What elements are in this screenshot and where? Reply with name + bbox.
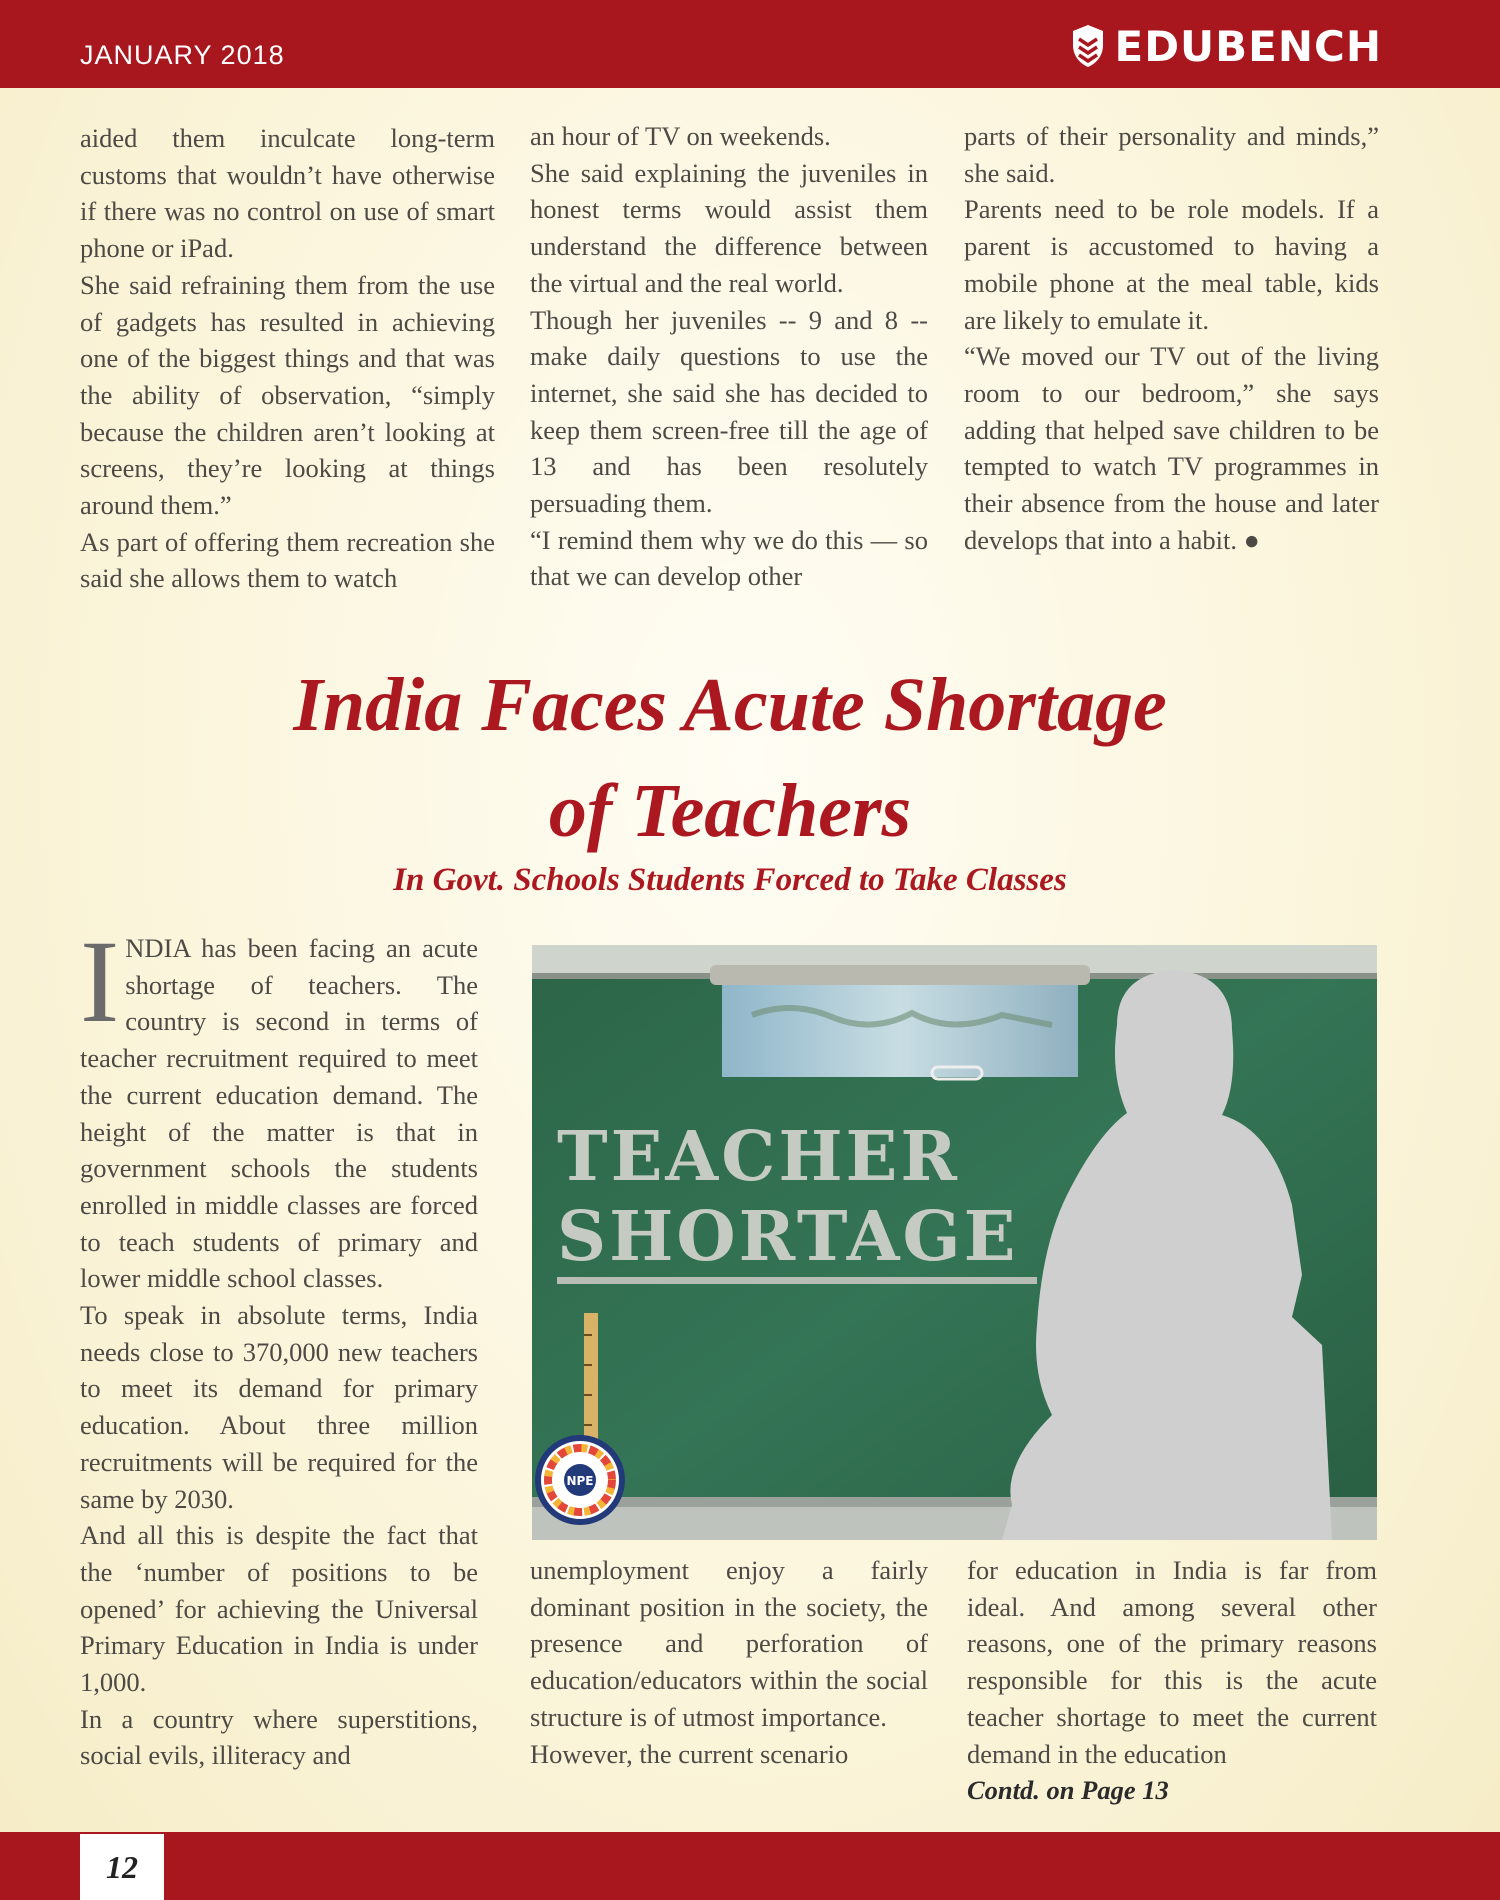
article-col-3 — [967, 1552, 1377, 1809]
paragraph: To speak in absolute terms, India needs close to 370,000 new teachers to meet its demand for primary education. About three million recruitments will be required for the same by 2030. — [80, 1300, 478, 1514]
board-text-shortage: SHORTAGE — [557, 1197, 1019, 1277]
paragraph: And all this is despite the fact that the ‘number of positions to be opened’ for achieving the Universal Primary Education in India is under 1,000. — [80, 1520, 478, 1698]
paragraph: She said refraining them from the use of gadgets has resulted in achieving one of the biggest things and that was the ability of observation, “simply because the children aren’t looking at screens, they’re looking at things around them.” — [80, 269, 495, 521]
continued-note: Contd. on Page 13 — [967, 1775, 1169, 1806]
paragraph: However, the current scenario — [530, 1738, 849, 1769]
paragraph: Though her juveniles -- 9 and 8 -- make daily questions to use the internet, she said she has decided to keep them screen-free till the age of 13 and has been resolutely persuading them. — [530, 304, 928, 519]
lead-paragraph — [80, 916, 478, 1297]
article-headline — [0, 652, 1460, 864]
teacher-shortage-photo — [532, 945, 1377, 1540]
npe-logo — [538, 1438, 622, 1522]
board-text-teacher: TEACHER — [557, 1117, 960, 1197]
npe-logo-text: NPE — [566, 1474, 594, 1488]
paragraph: She said explaining the juveniles in honest terms would assist them understand the difference between the virtual and the real world. — [530, 157, 928, 298]
prev-article-col-2 — [530, 118, 928, 595]
article-col-1 — [80, 916, 478, 1774]
article-subheadline: In Govt. Schools Students Forced to Take Classes — [393, 862, 1067, 898]
article-col-2 — [530, 1552, 928, 1772]
classroom-illustration — [532, 945, 1377, 1540]
lead-text: NDIA has been facing an acute shortage of teachers. The country is second in terms of teacher recruitment required to meet the current education demand. The height of the matter is that in government schools the students enrolled in middle classes are forced to teach students of primary and lower middle school classes. — [80, 933, 478, 1294]
paragraph: unemployment enjoy a fairly dominant position in the society, the presence and perforation of education/educators within the social structure is of utmost importance. — [530, 1555, 928, 1732]
brand-name: EDUBENCH — [1114, 21, 1382, 71]
drop-cap: I — [80, 916, 120, 1047]
paragraph: an hour of TV on weekends. — [530, 121, 831, 151]
headline-line-1: India Faces Acute Shortage — [293, 663, 1167, 747]
brand — [1071, 18, 1383, 74]
paragraph: for education in India is far from ideal. And among several other reasons, one of the primary reasons responsible for this is the acute teacher shortage to meet the current demand in the education — [967, 1555, 1377, 1769]
header-bar — [0, 0, 1500, 88]
prev-article-col-3 — [964, 118, 1379, 558]
paragraph: aided them inculcate long-term customs that wouldn’t have otherwise if there was no control on use of smart phone or iPad. — [80, 123, 495, 264]
paragraph: “We moved our TV out of the living room to our bedroom,” she says adding that helped save children to be tempted to watch TV programmes in their absence from the house and later develops that into a habit. ● — [964, 341, 1379, 555]
paragraph: Parents need to be role models. If a parent is accustomed to having a mobile phone at the meal table, kids are likely to emulate it. — [964, 194, 1379, 335]
headline-line-2: of Teachers — [548, 769, 912, 853]
paragraph: As part of offering them recreation she said she allows them to watch — [80, 526, 495, 594]
shield-chevron-icon — [1071, 23, 1105, 69]
page-number: 12 — [80, 1834, 164, 1900]
paragraph: In a country where superstitions, social evils, illiteracy and — [80, 1703, 478, 1771]
footer-bar — [0, 1832, 1500, 1900]
prev-article-col-1 — [80, 120, 495, 597]
paragraph: “I remind them why we do this — so that we can develop other — [530, 524, 928, 592]
issue-date: JANUARY 2018 — [80, 40, 285, 70]
paragraph: parts of their personality and minds,” she said. — [964, 121, 1379, 188]
